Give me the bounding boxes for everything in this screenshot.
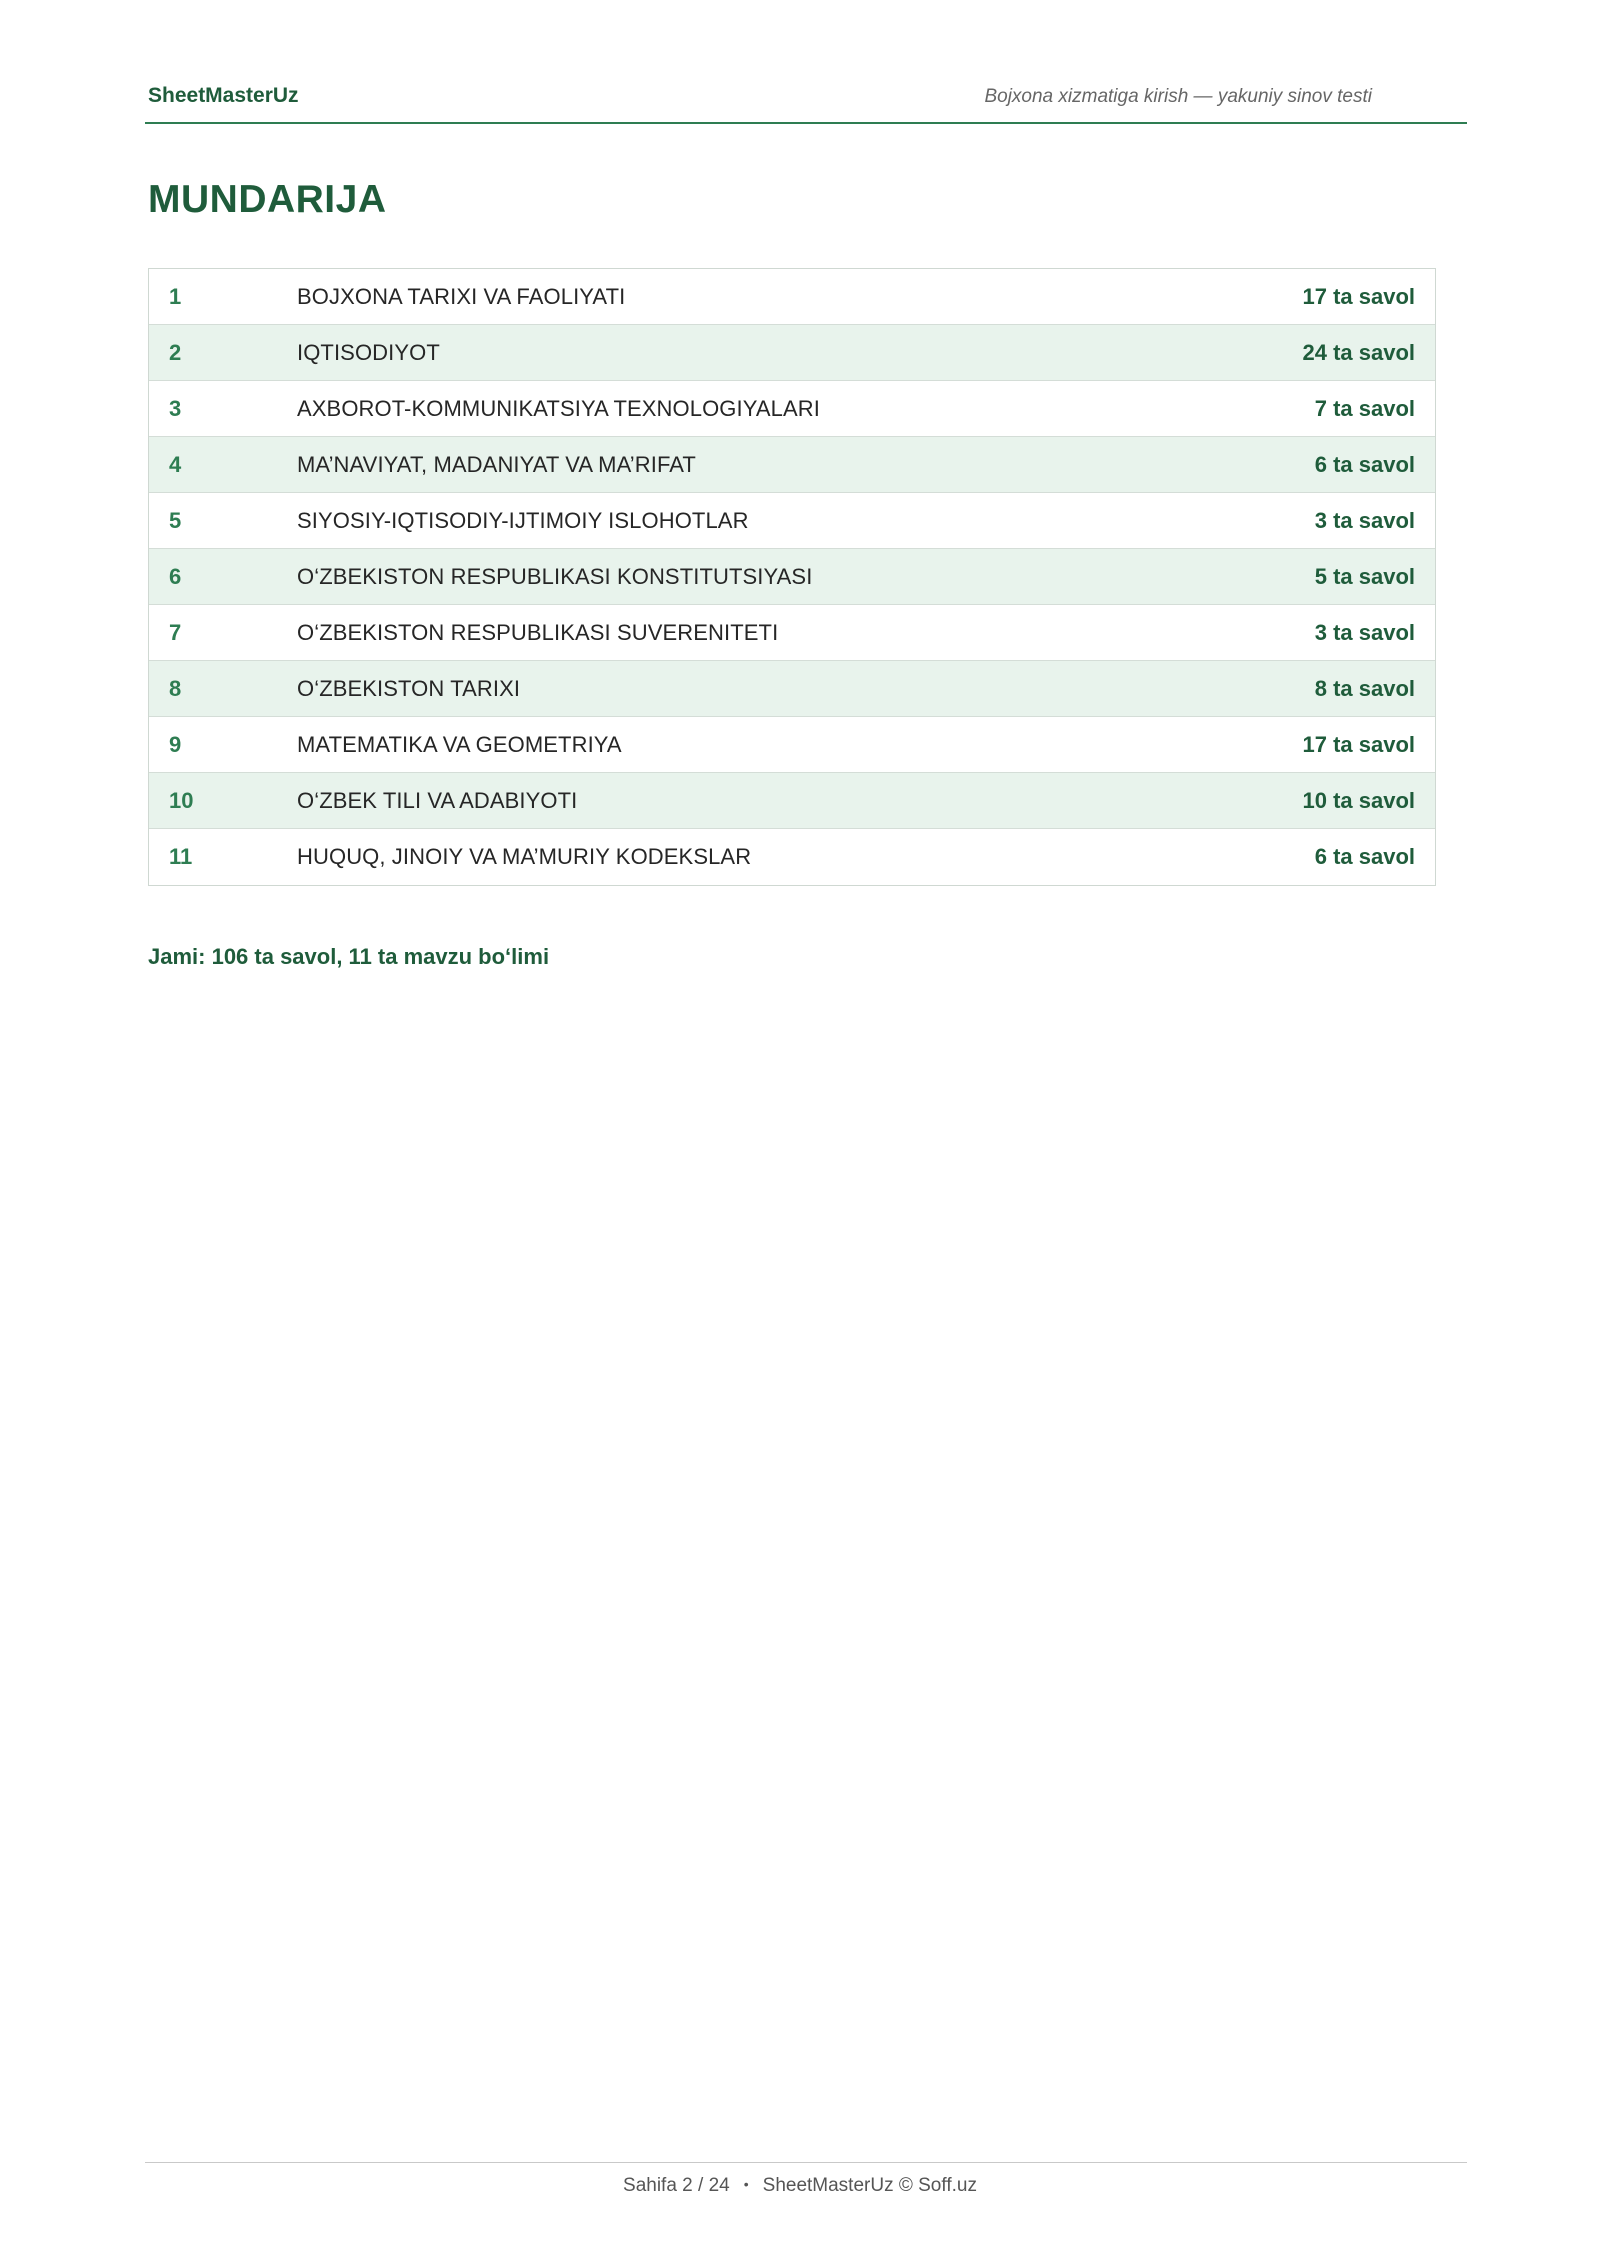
page-footer <box>0 2175 1600 2197</box>
toc-question-count: 6 ta savol <box>1314 451 1415 477</box>
toc-question-count: 6 ta savol <box>1314 844 1415 869</box>
toc-topic: IQTISODIYOT <box>297 339 440 365</box>
page-number: Sahifa 2 / 24 <box>623 2175 730 2196</box>
toc-row[interactable] <box>149 437 1435 493</box>
footer-credit: SheetMasterUz © Soff.uz <box>762 2175 977 2196</box>
toc-topic: O‘ZBEKISTON TARIXI <box>297 675 521 701</box>
toc-topic: O‘ZBEKISTON RESPUBLIKASI SUVERENITETI <box>297 619 779 645</box>
toc-question-count: 7 ta savol <box>1314 395 1415 421</box>
toc-number: 2 <box>169 339 182 365</box>
toc-number: 6 <box>169 563 182 589</box>
toc-question-count: 10 ta savol <box>1302 787 1415 813</box>
summary-total: Jami: 106 ta savol, 11 ta mavzu bo‘limi <box>148 944 550 969</box>
toc-number: 3 <box>169 395 182 421</box>
toc-row[interactable] <box>149 773 1435 829</box>
toc-number: 11 <box>169 844 193 869</box>
toc-topic: BOJXONA TARIXI VA FAOLIYATI <box>297 283 626 309</box>
toc-row[interactable] <box>149 661 1435 717</box>
toc-number: 5 <box>169 507 182 533</box>
toc-number: 8 <box>169 675 182 701</box>
toc-question-count: 3 ta savol <box>1314 507 1415 533</box>
footer-divider <box>145 2162 1467 2163</box>
toc-question-count: 3 ta savol <box>1314 619 1415 645</box>
toc-row[interactable] <box>149 717 1435 773</box>
toc-question-count: 5 ta savol <box>1314 563 1415 589</box>
brand-name: SheetMasterUz <box>148 84 299 107</box>
toc-question-count: 17 ta savol <box>1302 731 1415 757</box>
toc-topic: HUQUQ, JINOIY VA MA’MURIY KODEKSLAR <box>297 844 752 869</box>
toc-number: 1 <box>169 283 182 309</box>
toc-topic: O‘ZBEKISTON RESPUBLIKASI KONSTITUTSIYASI <box>297 563 813 589</box>
toc-row[interactable] <box>149 605 1435 661</box>
toc-row[interactable] <box>149 269 1435 325</box>
table-of-contents <box>148 268 1436 886</box>
toc-question-count: 8 ta savol <box>1314 675 1415 701</box>
toc-topic: AXBOROT-KOMMUNIKATSIYA TEXNOLOGIYALARI <box>297 395 820 421</box>
toc-topic: SIYOSIY-IQTISODIY-IJTIMOIY ISLOHOTLAR <box>297 507 749 533</box>
toc-question-count: 17 ta savol <box>1302 283 1415 309</box>
toc-number: 9 <box>169 731 182 757</box>
toc-row[interactable] <box>149 493 1435 549</box>
toc-row[interactable] <box>149 549 1435 605</box>
toc-row[interactable] <box>149 829 1435 885</box>
toc-row[interactable] <box>149 325 1435 381</box>
toc-topic: O‘ZBEK TILI VA ADABIYOTI <box>297 787 578 813</box>
toc-topic: MA’NAVIYAT, MADANIYAT VA MA’RIFAT <box>297 451 696 477</box>
document-subtitle: Bojxona xizmatiga kirish — yakuniy sinov testi <box>984 86 1372 107</box>
toc-number: 4 <box>169 451 182 477</box>
toc-topic: MATEMATIKA VA GEOMETRIYA <box>297 731 622 757</box>
footer-separator: • <box>743 2176 749 2192</box>
toc-number: 7 <box>169 619 182 645</box>
page-header <box>145 78 1467 124</box>
toc-row[interactable] <box>149 381 1435 437</box>
page-title: MUNDARIJA <box>148 178 387 221</box>
toc-question-count: 24 ta savol <box>1302 339 1415 365</box>
toc-number: 10 <box>169 787 194 813</box>
